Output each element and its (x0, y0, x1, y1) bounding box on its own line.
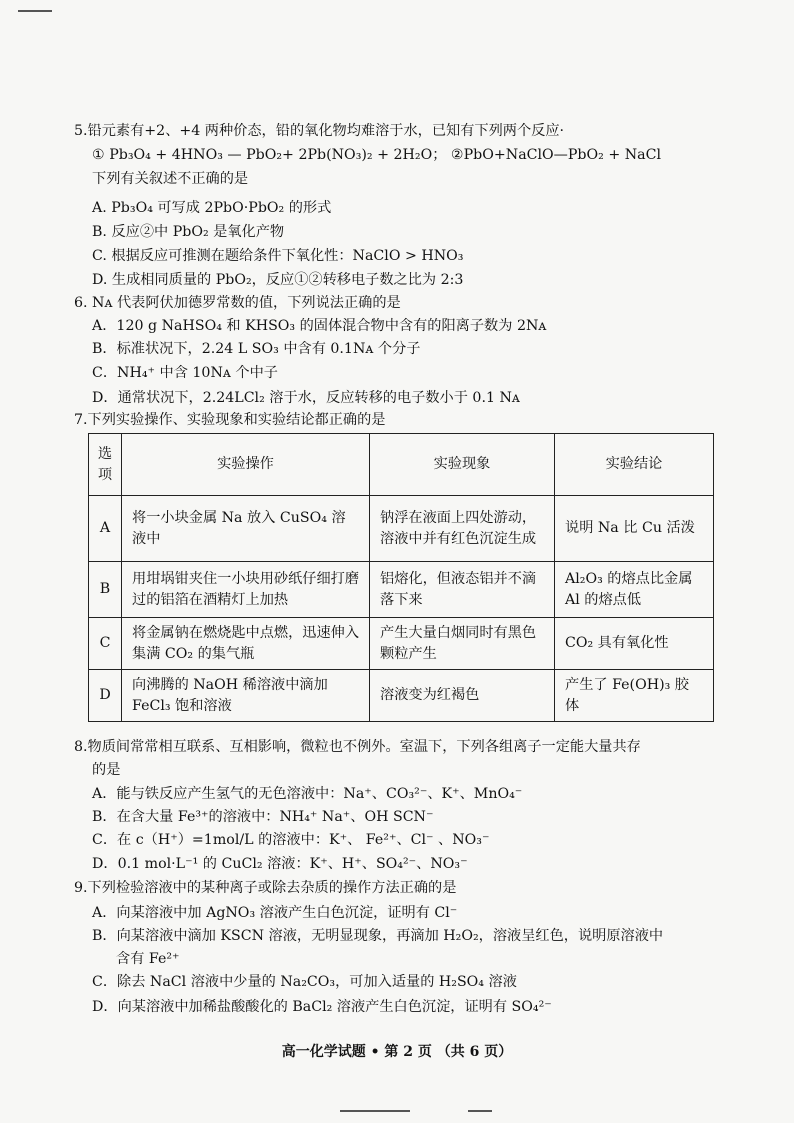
header-phenomenon: 实验现象 (370, 434, 555, 496)
table-row (89, 496, 714, 562)
q8-stem-continued: 的是 (92, 762, 121, 778)
q7-stem: 7.下列实验操作、实验现象和实验结论都正确的是 (74, 412, 386, 428)
page-footer: 高一化学试题 • 第 2 页 （共 6 页） (281, 1044, 513, 1060)
row-label: C (89, 618, 122, 670)
header-conclusion: 实验结论 (555, 434, 714, 496)
q6-option-b: B．标准状况下，2.24 L SO₃ 中含有 0.1Nᴀ 个分子 (92, 341, 421, 357)
header-operation: 实验操作 (122, 434, 370, 496)
q6-option-d: D．通常状况下，2.24LCl₂ 溶于水，反应转移的电子数小于 0.1 Nᴀ (92, 390, 520, 406)
q9-option-c: C．除去 NaCl 溶液中少量的 Na₂CO₃，可加入适量的 H₂SO₄ 溶液 (92, 974, 517, 990)
row-conclusion: Al₂O₃ 的熔点比金属 Al 的熔点低 (555, 562, 714, 618)
q5-stem: 5.铅元素有+2、+4 两种价态，铅的氧化物均难溶于水，已知有下列两个反应· (74, 123, 565, 139)
q5-option-d: D. 生成相同质量的 PbO₂，反应①②转移电子数之比为 2:3 (92, 272, 464, 288)
q5-reactions: ① Pb₃O₄ + 4HNO₃ — PbO₂+ 2Pb(NO₃)₂ + 2H₂O； ②PbO+NaClO—PbO₂ + NaCl (92, 147, 661, 163)
experiment-table (88, 433, 714, 722)
table-row (89, 618, 714, 670)
row-operation: 将金属钠在燃烧匙中点燃，迅速伸入集满 CO₂ 的集气瓶 (122, 618, 370, 670)
q6-stem: 6. Nᴀ 代表阿伏加德罗常数的值，下列说法正确的是 (74, 295, 401, 311)
q8-option-c: C．在 c（H⁺）=1mol/L 的溶液中：K⁺、 Fe²⁺、Cl⁻ 、NO₃⁻ (92, 832, 490, 848)
row-label: D (89, 670, 122, 722)
q9-stem: 9.下列检验溶液中的某种离子或除去杂质的操作方法正确的是 (74, 880, 457, 896)
table-header-row (89, 434, 714, 496)
q9-option-b: B．向某溶液中滴加 KSCN 溶液，无明显现象，再滴加 H₂O₂，溶液呈红色，说明原溶液中 (92, 928, 664, 944)
q8-option-b: B．在含大量 Fe³⁺的溶液中：NH₄⁺ Na⁺、OH SCN⁻ (92, 809, 434, 825)
row-conclusion: CO₂ 具有氧化性 (555, 618, 714, 670)
row-label: B (89, 562, 122, 618)
row-phenomenon: 铝熔化，但液态铝并不滴落下来 (370, 562, 555, 618)
row-phenomenon: 产生大量白烟同时有黑色颗粒产生 (370, 618, 555, 670)
row-operation: 向沸腾的 NaOH 稀溶液中滴加 FeCl₃ 饱和溶液 (122, 670, 370, 722)
q9-option-b-continued: 含有 Fe²⁺ (116, 951, 180, 967)
q8-option-a: A．能与铁反应产生氢气的无色溶液中：Na⁺、CO₃²⁻、K⁺、MnO₄⁻ (92, 786, 523, 802)
q5-option-c: C. 根据反应可推测在题给条件下氧化性：NaClO > HNO₃ (92, 248, 464, 264)
scan-mark-bottom-2 (468, 1110, 492, 1112)
header-option: 选项 (89, 434, 122, 496)
q9-option-a: A．向某溶液中加 AgNO₃ 溶液产生白色沉淀，证明有 Cl⁻ (92, 905, 458, 921)
q9-option-d: D．向某溶液中加稀盐酸酸化的 BaCl₂ 溶液产生白色沉淀，证明有 SO₄²⁻ (92, 999, 552, 1015)
row-label: A (89, 496, 122, 562)
row-phenomenon: 溶液变为红褐色 (370, 670, 555, 722)
row-conclusion: 产生了 Fe(OH)₃ 胶体 (555, 670, 714, 722)
q5-option-b: B. 反应②中 PbO₂ 是氧化产物 (92, 224, 285, 240)
q6-option-c: C．NH₄⁺ 中含 10Nᴀ 个中子 (92, 365, 278, 381)
row-phenomenon: 钠浮在液面上四处游动，溶液中并有红色沉淀生成 (370, 496, 555, 562)
scan-mark-bottom (340, 1110, 410, 1112)
row-operation: 用坩埚钳夹住一小块用砂纸仔细打磨过的铝箔在酒精灯上加热 (122, 562, 370, 618)
q5-option-a: A. Pb₃O₄ 可写成 2PbO·PbO₂ 的形式 (92, 200, 332, 216)
table-row (89, 670, 714, 722)
row-conclusion: 说明 Na 比 Cu 活泼 (555, 496, 714, 562)
q6-option-a: A．120 g NaHSO₄ 和 KHSO₃ 的固体混合物中含有的阳离子数为 2Nᴀ (92, 318, 547, 334)
scan-mark-top-left (18, 10, 52, 12)
q5-prompt: 下列有关叙述不正确的是 (92, 171, 249, 187)
row-operation: 将一小块金属 Na 放入 CuSO₄ 溶液中 (122, 496, 370, 562)
q8-stem: 8.物质间常常相互联系、互相影响，微粒也不例外。室温下，下列各组离子一定能大量共存 (74, 739, 641, 755)
table-row (89, 562, 714, 618)
q8-option-d: D．0.1 mol·L⁻¹ 的 CuCl₂ 溶液：K⁺、H⁺、SO₄²⁻、NO₃⁻ (92, 856, 468, 872)
